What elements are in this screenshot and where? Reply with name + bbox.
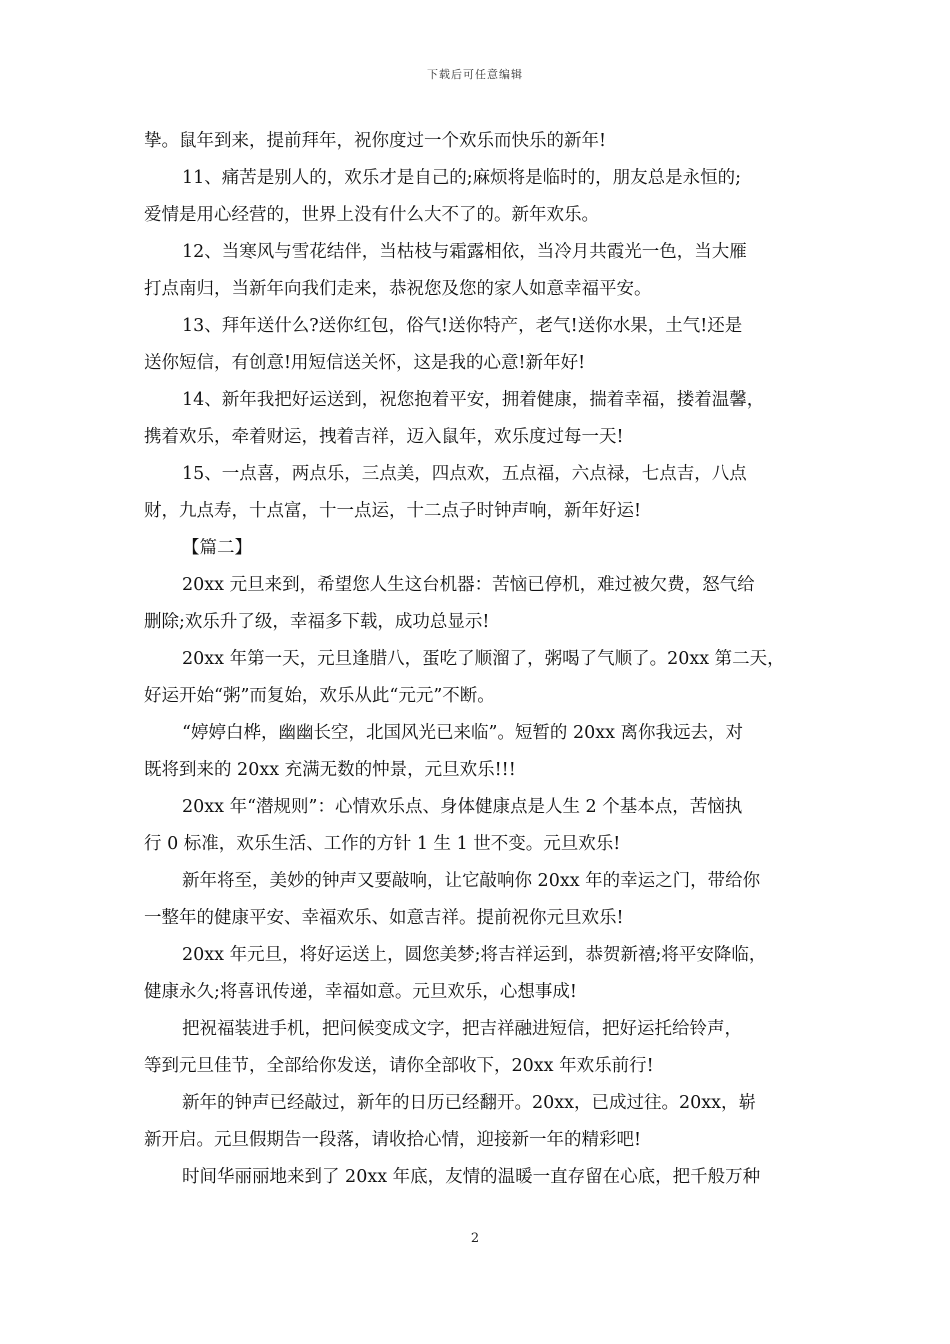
text-line: 把祝福装进手机，把问候变成文字，把吉祥融进短信，把好运托给铃声，: [182, 1019, 742, 1039]
text-line: 携着欢乐，牵着财运，拽着吉祥，迈入鼠年，欢乐度过每一天!: [144, 427, 624, 447]
text-line: 一整年的健康平安、幸福欢乐、如意吉祥。提前祝你元旦欢乐!: [144, 908, 624, 928]
text-line: 财，九点寿，十点富，十一点运，十二点子时钟声响，新年好运!: [144, 501, 642, 521]
text-line: 20xx 元旦来到，希望您人生这台机器：苦恼已停机，难过被欠费，怒气给: [182, 575, 755, 595]
text-line: 20xx 年元旦，将好运送上，圆您美梦;将吉祥运到，恭贺新禧;将平安降临，: [182, 945, 767, 965]
text-line: “婷婷白桦，幽幽长空，北国风光已来临”。短暂的 20xx 离你我远去，对: [182, 723, 744, 743]
text-line: 既将到来的 20xx 充满无数的忡景，元旦欢乐!!!: [144, 760, 516, 780]
document-body: [144, 123, 808, 1196]
text-line: 【篇二】: [182, 538, 252, 558]
text-line: 送你短信，有创意!用短信送关怀，这是我的心意!新年好!: [144, 353, 586, 373]
text-line: 12、当寒风与雪花结伴，当枯枝与霜露相依，当冷月共霞光一色，当大雁: [182, 242, 747, 262]
text-line: 15、一点喜，两点乐，三点美，四点欢，五点福，六点禄，七点吉，八点: [182, 464, 747, 484]
text-line: 挚。鼠年到来，提前拜年，祝你度过一个欢乐而快乐的新年!: [144, 131, 607, 151]
text-line: 13、拜年送什么?送你红包，俗气!送你特产，老气!送你水果，土气!还是: [182, 316, 743, 336]
text-line: 新年将至，美妙的钟声又要敲响，让它敲响你 20xx 年的幸运之门，带给你: [182, 871, 761, 891]
text-line: 健康永久;将喜讯传递，幸福如意。元旦欢乐，心想事成!: [144, 982, 577, 1002]
text-line: 时间华丽丽地来到了 20xx 年底，友情的温暖一直存留在心底，把千般万种: [182, 1167, 761, 1187]
text-line: 11、痛苦是别人的，欢乐才是自己的;麻烦将是临时的，朋友总是永恒的;: [182, 168, 742, 188]
text-line: 新开启。元旦假期告一段落，请收拾心情，迎接新一年的精彩吧!: [144, 1130, 642, 1150]
page-number: 2: [470, 1231, 480, 1246]
text-line: 20xx 年第一天，元旦逢腊八，蛋吃了顺溜了，粥喝了气顺了。20xx 第二天，: [182, 649, 785, 669]
text-line: 好运开始“粥”而复始，欢乐从此“元元”不断。: [144, 686, 495, 706]
text-line: 等到元旦佳节，全部给你发送，请你全部收下，20xx 年欢乐前行!: [144, 1056, 654, 1076]
text-line: 新年的钟声已经敲过，新年的日历已经翻开。20xx，已成过往。20xx，崭: [182, 1093, 757, 1113]
page-header: 下载后可任意编辑: [427, 68, 523, 81]
text-line: 14、新年我把好运送到，祝您抱着平安，拥着健康，揣着幸福，搂着温馨，: [182, 390, 765, 410]
text-line: 行 0 标准，欢乐生活、工作的方针 1 生 1 世不变。元旦欢乐!: [144, 834, 621, 854]
text-line: 20xx 年“潜规则”：心情欢乐点、身体健康点是人生 2 个基本点，苦恼执: [182, 797, 743, 817]
text-line: 删除;欢乐升了级，幸福多下载，成功总显示!: [144, 612, 490, 632]
text-line: 打点南归，当新年向我们走来，恭祝您及您的家人如意幸福平安。: [144, 279, 652, 299]
text-line: 爱情是用心经营的，世界上没有什么大不了的。新年欢乐。: [144, 205, 599, 225]
